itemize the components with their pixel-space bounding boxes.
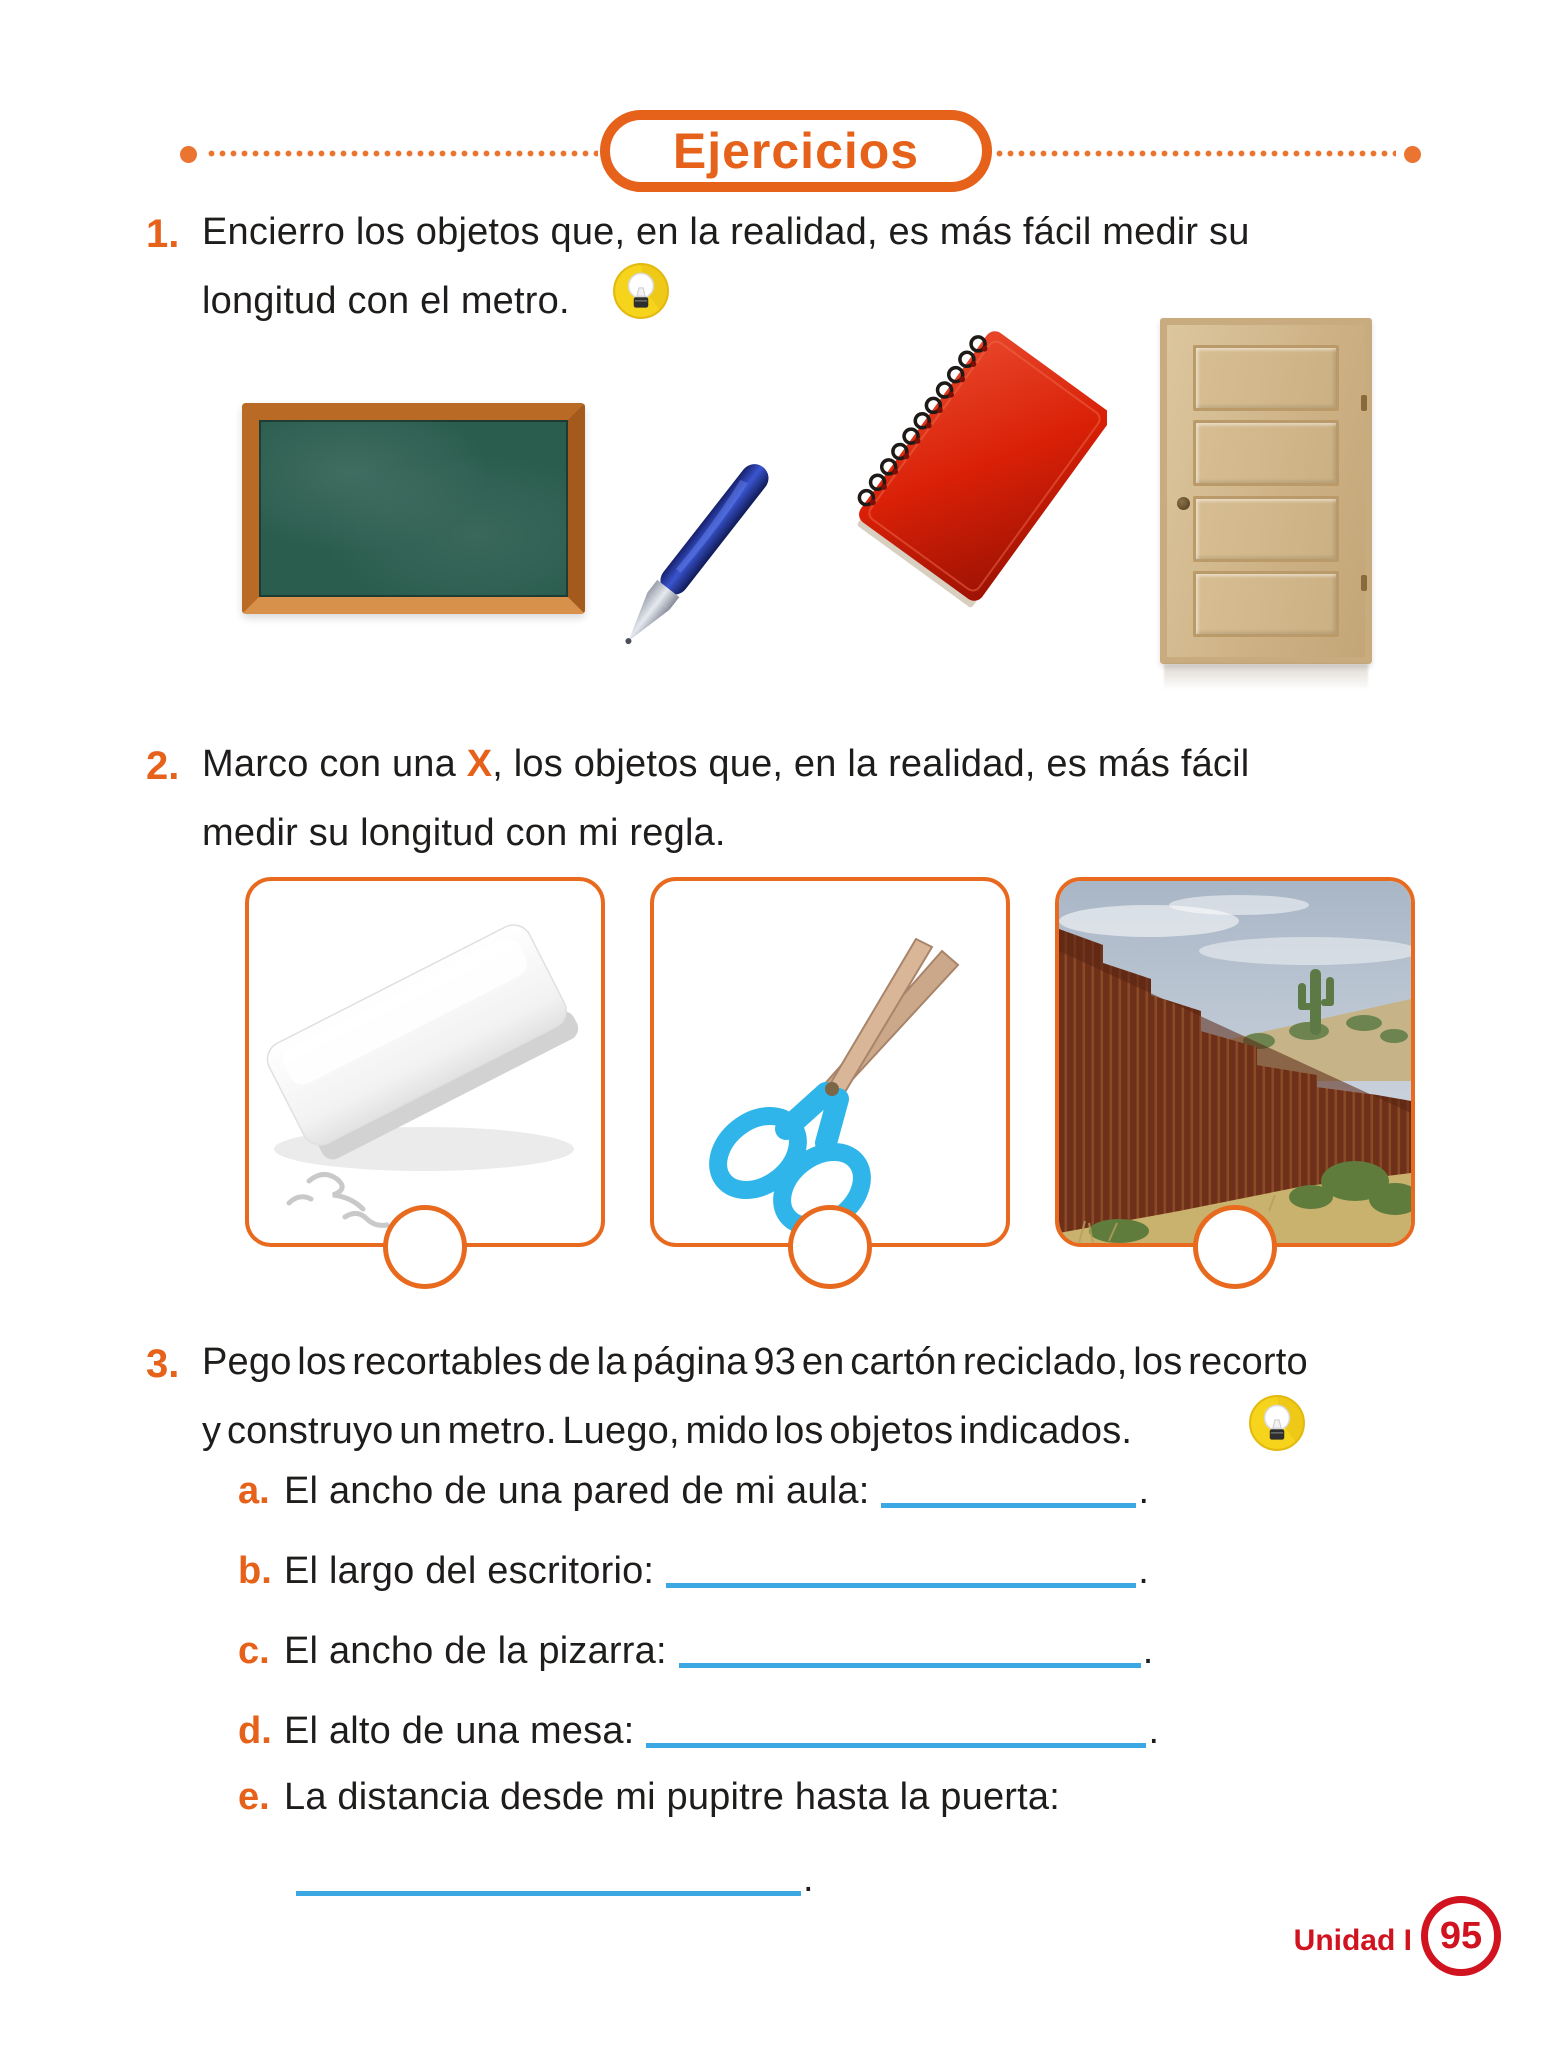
page-title-pill: [600, 110, 992, 192]
ballpoint-pen-image: [596, 438, 796, 678]
door-reflection: [1164, 664, 1368, 690]
page-number-badge: [1421, 1896, 1501, 1976]
exercise-3-number: 3.: [146, 1342, 180, 1386]
exercise-3-line1: Pego los recortables de la página 93 en cartón reciclado, los recorto: [202, 1341, 1308, 1383]
rule-end-dot-left: [180, 146, 197, 163]
answer-circle: [383, 1205, 467, 1289]
door-panel: [1193, 345, 1339, 411]
answer-circle: [788, 1205, 872, 1289]
door-panel: [1193, 571, 1339, 637]
answer-line: [666, 1577, 1136, 1588]
door-panel: [1193, 496, 1339, 562]
exercise-1-line1: Encierro los objetos que, en la realidad, es más fácil medir su: [202, 211, 1250, 253]
item-e-text: La distancia desde mi pupitre hasta la puerta:: [284, 1776, 1061, 1818]
exercise-2-line1: Marco con una X, los objetos que, en la realidad, es más fácil: [202, 743, 1250, 785]
answer-line: [881, 1497, 1136, 1508]
scissors-image: [654, 881, 1006, 1243]
item-a: a. El ancho de una pared de mi aula: .: [238, 1470, 1150, 1512]
exercise-2-number: 2.: [146, 744, 180, 788]
answer-line: [646, 1737, 1146, 1748]
item-e: [238, 1774, 1060, 1820]
dotted-rule-left: [206, 150, 598, 157]
hint-lightbulb-icon: [1248, 1394, 1306, 1452]
item-b-text: El largo del escritorio:: [284, 1550, 655, 1592]
eraser-image: [249, 881, 601, 1243]
exercise-3-line2: y construyo un metro. Luego, mido los objetos indicados.: [202, 1410, 1133, 1452]
item-b: b. El largo del escritorio: .: [238, 1550, 1149, 1592]
page-number: 95: [1439, 1914, 1483, 1957]
option-box-eraser: [245, 877, 605, 1247]
door-knob: [1177, 497, 1190, 510]
item-d-text: El alto de una mesa:: [284, 1710, 635, 1752]
door-hinge: [1361, 575, 1367, 591]
chalkboard-image: [242, 403, 585, 614]
option-box-metal-fence: [1055, 877, 1415, 1247]
item-a-letter: a.: [238, 1470, 270, 1512]
exercise-2-line2: medir su longitud con mi regla.: [202, 812, 726, 854]
hint-lightbulb-icon: [612, 262, 670, 320]
item-d: d. El alto de una mesa: .: [238, 1710, 1159, 1752]
answer-circle: [1193, 1205, 1277, 1289]
exercise-2-text: [202, 730, 1392, 868]
item-c-text: El ancho de la pizarra:: [284, 1630, 667, 1672]
item-b-letter: b.: [238, 1550, 272, 1592]
wooden-door-image: [1160, 318, 1372, 664]
metal-fence-image: [1059, 881, 1411, 1243]
exercise-1-text: [202, 198, 1392, 336]
page-title: Ejercicios: [672, 123, 920, 179]
item-c: c. El ancho de la pizarra: .: [238, 1630, 1154, 1672]
rule-end-dot-right: [1404, 146, 1421, 163]
orange-x-mark: X: [466, 743, 493, 785]
door-hinge: [1361, 395, 1367, 411]
spiral-notebook-image: [842, 322, 1107, 622]
option-box-scissors: [650, 877, 1010, 1247]
dotted-rule-right: [994, 150, 1396, 157]
exercise-1-number: 1.: [146, 212, 180, 256]
door-panel: [1193, 420, 1339, 486]
item-c-letter: c.: [238, 1630, 270, 1672]
item-e-answer: .: [296, 1856, 814, 1902]
unit-label: Unidad I: [1293, 1924, 1412, 1957]
exercise-1-line2: longitud con el metro.: [202, 280, 570, 322]
answer-line: [679, 1657, 1141, 1668]
item-a-text: El ancho de una pared de mi aula:: [284, 1470, 870, 1512]
item-e-letter: e.: [238, 1776, 270, 1818]
item-d-letter: d.: [238, 1710, 272, 1752]
answer-line: [296, 1885, 801, 1896]
